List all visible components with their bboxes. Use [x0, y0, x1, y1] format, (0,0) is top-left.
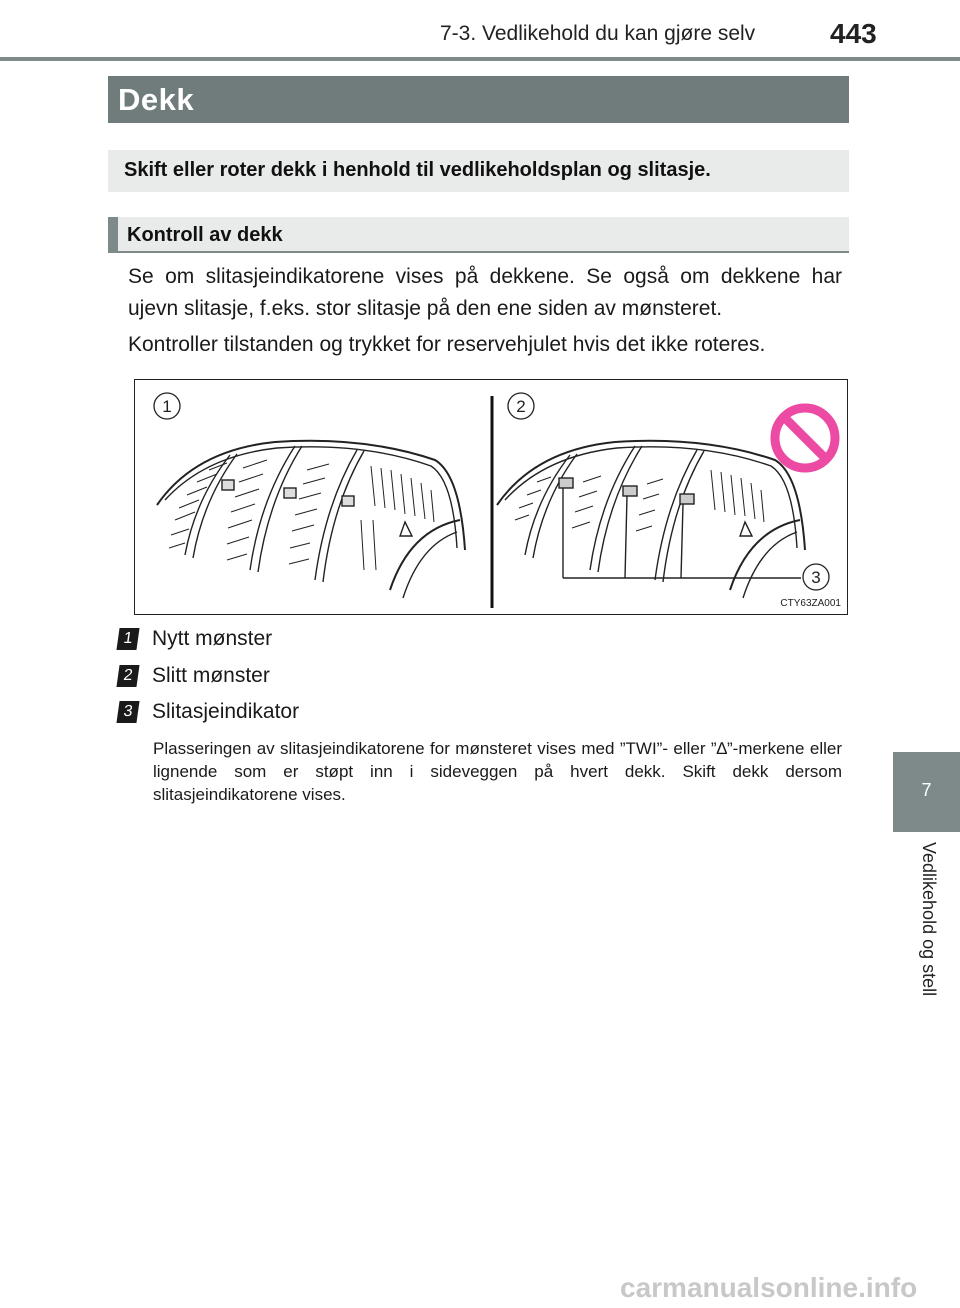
watermark: carmanualsonline.info [620, 1272, 918, 1303]
legend-item-1 [118, 627, 272, 651]
callout-3-label: 3 [811, 568, 821, 587]
subheading-bar [108, 217, 849, 253]
section-title: Dekk [118, 82, 195, 117]
legend-item-3 [118, 700, 299, 724]
legend-label: Nytt mønster [152, 627, 273, 650]
subheading: Kontroll av dekk [127, 224, 283, 246]
figure-code: CTY63ZA001 [780, 598, 841, 609]
intro-box [108, 150, 849, 192]
section-title-bar [108, 76, 849, 123]
worn-tread-tire [497, 441, 805, 598]
new-tread-tire [157, 441, 465, 598]
paragraph-2: Kontroller tilstanden og trykket for reservehjulet hvis det ikke roteres. [128, 333, 766, 356]
callout-2-label: 2 [516, 397, 526, 416]
header-rule [0, 57, 960, 61]
legend-label: Slitasjeindikator [152, 700, 300, 723]
running-header-section: 7-3. Vedlikehold du kan gjøre selv [440, 22, 756, 45]
chapter-label: Vedlikehold og stell [918, 842, 939, 997]
tire-figure [134, 379, 848, 615]
callout-1-label: 1 [162, 397, 172, 416]
chapter-number: 7 [921, 780, 932, 800]
chapter-tab [893, 752, 960, 832]
tire-illustration [135, 380, 849, 616]
legend-number: 3 [116, 701, 139, 723]
legend-number: 1 [116, 628, 139, 650]
legend-number: 2 [116, 665, 139, 687]
note-text: Plasseringen av slitasjeindikatorene for mønsteret vises med ”TWI”- eller ”∆”-merkene eller lignende som er støpt inn i sideveggen på hvert dekk. Skift dekk dersom slitasjeindikatorene vises. [153, 739, 842, 804]
intro-text: Skift eller roter dekk i henhold til vedlikeholdsplan og slitasje. [124, 159, 711, 181]
legend-label: Slitt mønster [152, 664, 270, 687]
subheading-accent [108, 217, 118, 251]
legend-item-2 [118, 664, 270, 688]
page-number: 443 [830, 18, 877, 49]
chapter-label-wrap [893, 842, 960, 1032]
paragraph-1: Se om slitasjeindikatorene vises på dekkene. Se også om dekkene har ujevn slitasje, f.eks. stor slitasje på den ene siden av mønsteret. [128, 265, 842, 320]
prohibition-icon [775, 408, 835, 468]
